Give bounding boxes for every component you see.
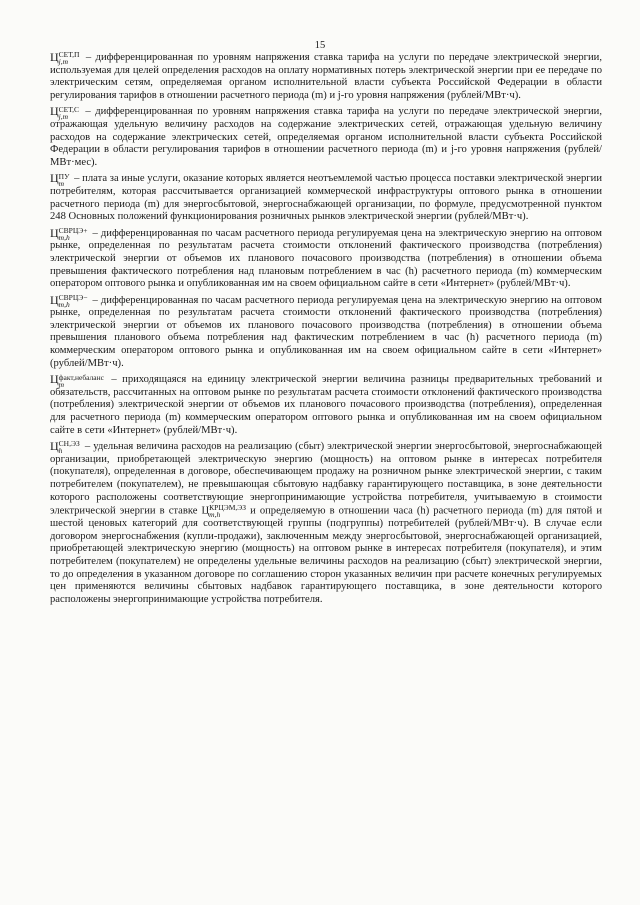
formula-symbol: Ц СЕТ,С j,m bbox=[50, 104, 79, 121]
definition-paragraph bbox=[50, 439, 602, 606]
definition-paragraph bbox=[50, 50, 602, 102]
formula-symbol: Ц факт,небаланс m bbox=[50, 372, 104, 389]
definition-text: – удельная величина расходов на реализацию (сбыт) электрической энергии энергосбытовой, энергоснабжающей организации, приобретающей электрическую энергию (мощность) на оптовом рынке в интересах потребителя (покупателя), определенная в договоре, обеспечивающем продажу на розничном рынке электрической энергии, с таким потребителем (покупателем), не превышающая сбытовую надбавку гарантирующего поставщика, в зоне деятельности которого расположены соответствующие энергопринимающие устройства потребителя, учитываемую в стоимости электрической энергии в ставке Ц bbox=[50, 441, 602, 517]
definition-paragraph bbox=[50, 226, 602, 291]
definition-text: – дифференцированная по часам расчетного периода регулируемая цена на электрическую энергию на оптовом рынке, определенная по результатам расчета стоимости отклонений фактического производства (потребления) электрической энергии от объемов их планового почасового производства (потребления) в отношении объема превышения фактического потребления над плановым потреблением в час (h) расчетного периода (m) коммерческим оператором оптового рынка и опубликованная им на своем официальном сайте в сети «Интернет» (рублей/МВт·ч). bbox=[50, 227, 602, 290]
formula-symbol: Ц СВРЦЭ+ m,h bbox=[50, 225, 88, 242]
inline-formula-index: КРЦЭМ,ЭЗ m,h bbox=[209, 503, 247, 520]
page-number: 15 bbox=[314, 40, 326, 51]
definition-paragraph bbox=[50, 104, 602, 169]
definition-paragraph bbox=[50, 171, 602, 223]
definition-text: – дифференцированная по часам расчетного периода регулируемая цена на электрическую энергию на оптовом рынке, определенная по результатам расчета стоимости отклонений фактического производства (потребления) электрической энергии от объемов их планового почасового производства (потребления) в отношении объема превышения планового объема потребления над фактическим потреблением в час (h) расчетного периода (m) коммерческим оператором оптового рынка и опубликованная им на своем официальном сайте в сети «Интернет» (рублей/МВт·ч). bbox=[50, 294, 602, 369]
formula-symbol: Ц ПУ m bbox=[50, 171, 70, 188]
formula-symbol: Ц СЕТ,П j,m bbox=[50, 50, 80, 67]
formula-symbol: Ц СН,ЭЗ h bbox=[50, 439, 80, 456]
definition-text: – приходящаяся на единицу электрической энергии величина разницы предварительных требований и обязательств, рассчитанных на оптовом рынке по результатам расчета стоимости отклонений фактического производства (потребления) электрической энергии от объемов их планового почасового производства (потребления), определенная для расчетного периода (m) коммерческим оператором оптового рынка и опубликованная им на своем официальном сайте в сети «Интернет» (рублей/МВт·ч). bbox=[50, 374, 602, 436]
formula-symbol: Ц СВРЦЭ− m,h bbox=[50, 292, 88, 309]
definition-text-continued: и определяемую в отношении часа (h) расчетного периода (m) для пятой и шестой ценовых категорий для соответствующей группы (подгруппы) потребителей (рублей/МВт·ч). В случае если договором энергоснабжения (купли-продажи), заключенным между энергосбытовой, энергоснабжающей организацией, приобретающей электрическую энергию (мощность) на оптовом рынке в интересах потребителя (покупателя), и этим потребителем (покупателем) не определены удельные величины расходов на реализацию (сбыт) электрической энергии, то до определения в указанном договоре по соглашению сторон указанных величин при расчете конечных регулируемых цен применяются величины сбытовых надбавок гарантирующего поставщика, в зоне деятельности которого расположены энергопринимающие устройства потребителя. bbox=[50, 505, 602, 605]
definition-paragraph bbox=[50, 372, 602, 437]
document-body bbox=[50, 50, 602, 608]
definition-text: – плата за иные услуги, оказание которых является неотъемлемой частью процесса поставки электрической энергии потребителям, которая рассчитывается организацией коммерческой инфраструктуры оптового рынка в отношении расчетного периода (m) для энергосбытовой, энергоснабжающей организации, по формуле, предусмотренной пунктом 248 Основных положений функционирования розничных рынков электрической энергии (рублей/МВт·ч). bbox=[50, 173, 602, 223]
definition-text: – дифференцированная по уровням напряжения ставка тарифа на услуги по передаче электрической энергии, используемая для целей определения расходов на оплату нормативных потерь электрической энергии при ее передаче по электрическим сетям, определяемая органом исполнительной власти субъекта Российской Федерации в области регулирования тарифов в отношении расчетного периода (m) и j-го уровня напряжения (рублей/МВт·ч). bbox=[50, 52, 602, 101]
definition-paragraph bbox=[50, 293, 602, 371]
definition-text: – дифференцированная по уровням напряжения ставка тарифа на услуги по передаче электрической энергии, отражающая удельную величину расходов на содержание электрических сетей, отражающая удельную величину расходов на содержание электрических сетей, определяемая органом исполнительной власти субъекта Российской Федерации в области регулирования тарифов в отношении расчетного периода (m) и j-го уровня напряжения (рублей/МВт·мес). bbox=[50, 106, 602, 168]
